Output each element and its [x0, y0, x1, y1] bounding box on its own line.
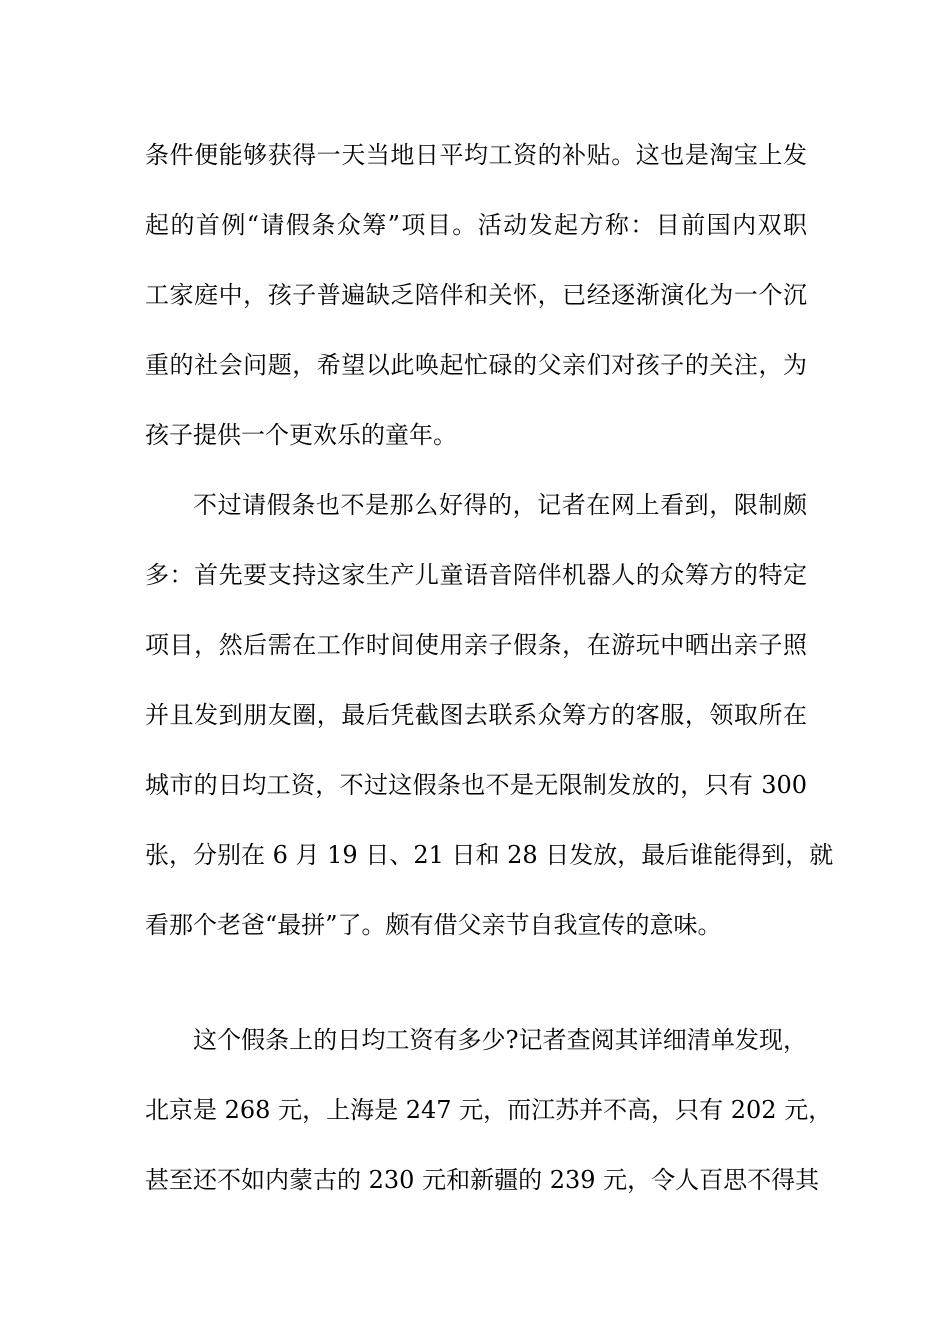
paragraph-first-line: 这个假条上的日均工资有多少?记者查阅其详细清单发现，: [193, 1026, 807, 1054]
paragraph-line: 起的首例“请假条众筹”项目。活动发起方称：目前国内双职: [145, 211, 807, 239]
paragraph-line: 甚至还不如内蒙古的 230 元和新疆的 239 元，令人百思不得其: [145, 1166, 820, 1194]
paragraph-line: 北京是 268 元，上海是 247 元，而江苏并不高，只有 202 元，: [145, 1096, 833, 1124]
paragraph-line: 并且发到朋友圈，最后凭截图去联系众筹方的客服，领取所在: [145, 701, 807, 729]
paragraph-line: 孩子提供一个更欢乐的童年。: [145, 421, 457, 449]
paragraph-line: 重的社会问题，希望以此唤起忙碌的父亲们对孩子的关注，为: [145, 351, 807, 379]
paragraph-line: 城市的日均工资，不过这假条也不是无限制发放的，只有 300: [145, 771, 807, 799]
paragraph-first-line: 不过请假条也不是那么好得的，记者在网上看到，限制颇: [193, 491, 807, 519]
paragraph-line: 项目，然后需在工作时间使用亲子假条，在游玩中晒出亲子照: [145, 631, 807, 659]
paragraph-line: 多：首先要支持这家生产儿童语音陪伴机器人的众筹方的特定: [145, 561, 807, 589]
paragraph-line: 张，分别在 6 月 19 日、21 日和 28 日发放，最后谁能得到，就: [145, 841, 834, 869]
paragraph-line: 条件便能够获得一天当地日平均工资的补贴。这也是淘宝上发: [145, 141, 807, 169]
paragraph-line: 看那个老爸“最拼”了。颇有借父亲节自我宣传的意味。: [145, 911, 722, 939]
paragraph-line: 工家庭中，孩子普遍缺乏陪伴和关怀，已经逐渐演化为一个沉: [145, 281, 807, 309]
